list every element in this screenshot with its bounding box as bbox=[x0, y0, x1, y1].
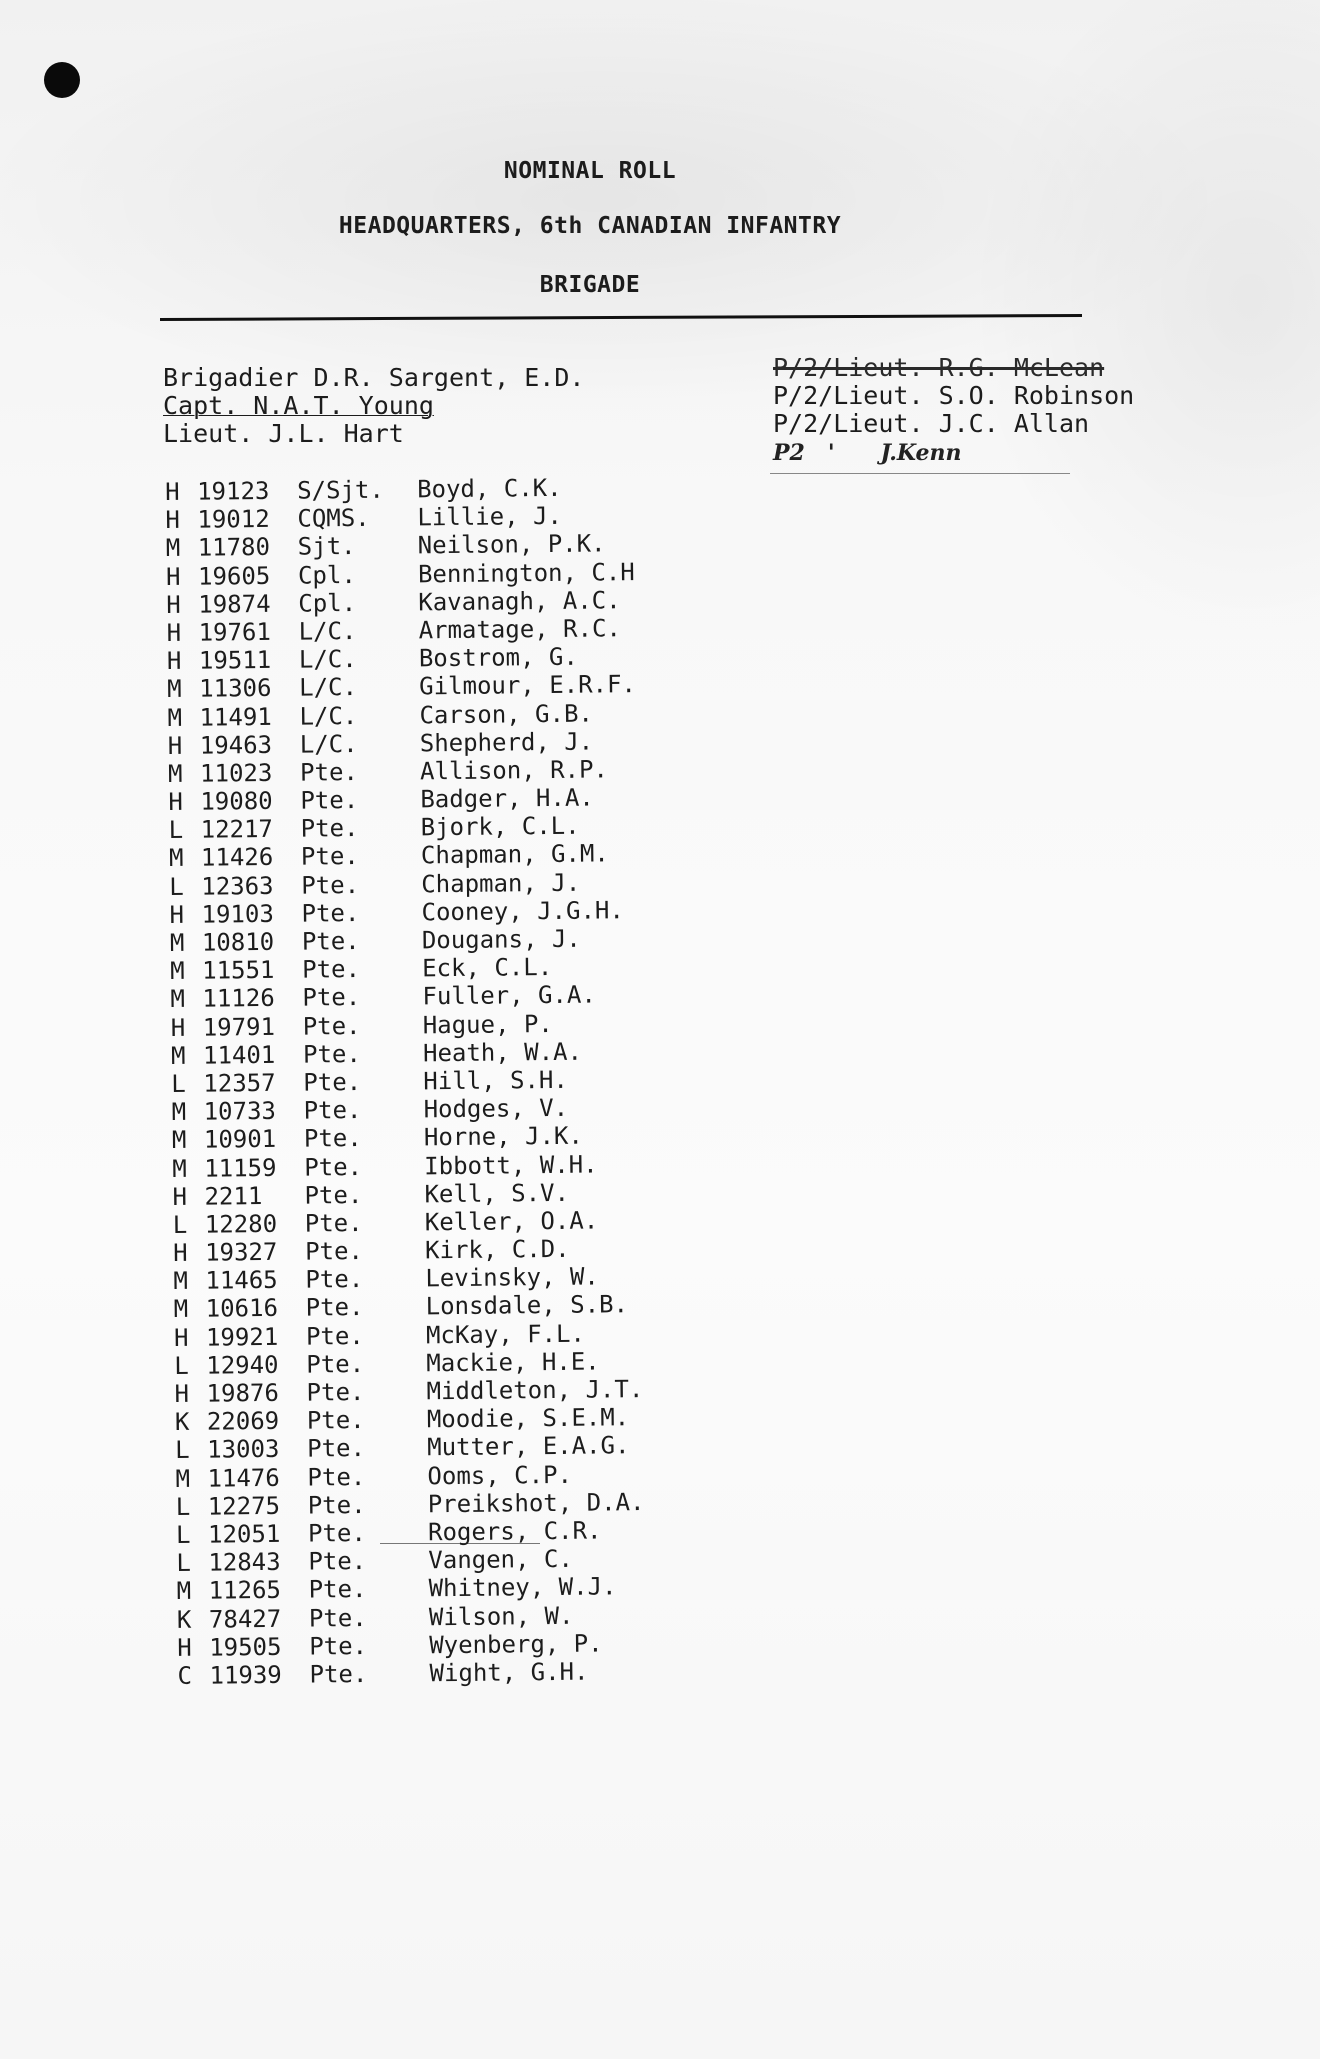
roll-name: Chapman, J. bbox=[421, 868, 581, 898]
roll-rank: Pte. bbox=[302, 955, 361, 984]
officer-entry-struck: P/2/Lieut. R.G. McLean bbox=[773, 353, 1105, 382]
roll-prefix: M bbox=[170, 957, 185, 986]
roll-name: Bostrom, G. bbox=[418, 642, 578, 673]
roll-rank: Pte. bbox=[299, 757, 359, 787]
roll-prefix: H bbox=[170, 1013, 186, 1042]
roll-name: Ibbott, W.H. bbox=[424, 1150, 598, 1180]
roll-prefix: H bbox=[166, 618, 182, 647]
roll-number: 19080 bbox=[200, 786, 273, 816]
roll-rank: Pte. bbox=[308, 1575, 367, 1604]
roll-number: 11126 bbox=[202, 984, 275, 1014]
roll-rank: Pte. bbox=[308, 1603, 367, 1633]
roll-name: Moodie, S.E.M. bbox=[426, 1403, 630, 1434]
roll-prefix: M bbox=[167, 675, 182, 704]
roll-prefix: M bbox=[165, 534, 181, 563]
roll-number: 11491 bbox=[199, 702, 272, 732]
roll-rank: Pte. bbox=[304, 1208, 363, 1238]
roll-prefix: L bbox=[174, 1351, 189, 1380]
roll-rank: Pte. bbox=[302, 1039, 361, 1069]
roll-prefix: L bbox=[168, 816, 184, 845]
roll-rank: Pte. bbox=[306, 1406, 365, 1435]
roll-name: Allison, R.P. bbox=[419, 755, 609, 786]
document-title-line-3: BRIGADE bbox=[539, 272, 641, 298]
roll-name: Heath, W.A. bbox=[422, 1037, 583, 1068]
roll-name: Chapman, G.M. bbox=[420, 839, 609, 870]
roll-prefix: H bbox=[177, 1633, 192, 1662]
roll-name: Kavanagh, A.C. bbox=[418, 585, 621, 617]
roll-prefix: M bbox=[167, 703, 183, 732]
roll-prefix: H bbox=[173, 1323, 189, 1352]
roll-name: Hague, P. bbox=[422, 1009, 553, 1039]
roll-name: Mackie, H.E. bbox=[426, 1347, 600, 1378]
roll-number: 12217 bbox=[200, 815, 274, 844]
roll-rank: Pte. bbox=[302, 983, 361, 1012]
roll-name: Preikshot, D.A. bbox=[427, 1487, 645, 1519]
roll-rank: Pte. bbox=[304, 1180, 363, 1210]
roll-rank: Pte. bbox=[307, 1518, 367, 1548]
roll-number: 11159 bbox=[204, 1153, 277, 1183]
roll-number: 22069 bbox=[206, 1407, 280, 1436]
roll-name: Wight, G.H. bbox=[429, 1657, 589, 1688]
roll-name: Badger, H.A. bbox=[420, 783, 594, 814]
handwritten-note: P2 ' J.Kenn bbox=[773, 440, 962, 466]
roll-rank: S/Sjt. bbox=[296, 475, 384, 505]
roll-name: Bjork, C.L. bbox=[420, 811, 580, 842]
header-rule bbox=[160, 314, 1082, 321]
roll-rank: Pte. bbox=[303, 1067, 362, 1097]
roll-number: 19123 bbox=[196, 476, 270, 506]
roll-name: Lonsdale, S.B. bbox=[425, 1290, 629, 1321]
officer-entry: Brigadier D.R. Sargent, E.D. bbox=[163, 363, 585, 392]
roll-rank: Pte. bbox=[305, 1293, 364, 1323]
roll-name: Bennington, C.H bbox=[417, 557, 635, 588]
roll-name: Horne, J.K. bbox=[423, 1121, 584, 1152]
roll-name: Whitney, W.J. bbox=[428, 1572, 617, 1603]
roll-rank: L/C. bbox=[299, 701, 358, 731]
roll-rank: Pte. bbox=[303, 1096, 362, 1125]
roll-prefix: M bbox=[168, 844, 184, 873]
roll-row bbox=[177, 1656, 777, 1690]
roll-rank: Pte. bbox=[309, 1631, 368, 1661]
roll-number: 19761 bbox=[198, 617, 272, 647]
roll-prefix: H bbox=[165, 477, 180, 506]
roll-prefix: H bbox=[172, 1238, 188, 1268]
roll-prefix: C bbox=[177, 1661, 193, 1690]
roll-name: Boyd, C.K. bbox=[416, 473, 562, 504]
roll-rank: Pte. bbox=[305, 1265, 364, 1294]
roll-name: Levinsky, W. bbox=[425, 1262, 599, 1293]
roll-name: Middleton, J.T. bbox=[426, 1375, 644, 1406]
officer-entry: Lieut. J.L. Hart bbox=[163, 419, 404, 448]
officers-left-list bbox=[163, 364, 584, 448]
roll-number: 12357 bbox=[203, 1068, 276, 1098]
roll-rank: Pte. bbox=[306, 1349, 365, 1379]
roll-number: 10810 bbox=[201, 927, 275, 957]
document-title-line-2: HEADQUARTERS, 6th CANADIAN INFANTRY bbox=[338, 213, 842, 239]
roll-prefix: K bbox=[174, 1407, 190, 1437]
roll-number: 11476 bbox=[207, 1463, 280, 1493]
roll-name: Gilmour, E.R.F. bbox=[419, 670, 637, 701]
roll-prefix: L bbox=[175, 1436, 190, 1465]
roll-number: 11551 bbox=[202, 956, 275, 985]
roll-prefix: H bbox=[166, 646, 182, 676]
roll-number: 19874 bbox=[198, 589, 271, 619]
roll-name: Mutter, E.A.G. bbox=[427, 1431, 630, 1462]
roll-rank: Pte. bbox=[302, 1011, 361, 1041]
roll-rank: Pte. bbox=[308, 1547, 367, 1576]
officers-right-list bbox=[773, 354, 1134, 468]
roll-number: 12275 bbox=[207, 1491, 281, 1521]
roll-name: Rogers, C.R. bbox=[427, 1516, 602, 1547]
roll-number: 19463 bbox=[199, 730, 273, 760]
roll-name: Eck, C.L. bbox=[422, 953, 553, 983]
roll-number: 19012 bbox=[197, 505, 270, 534]
roll-prefix: H bbox=[165, 506, 181, 535]
roll-prefix: M bbox=[169, 928, 185, 957]
roll-rank: Cpl. bbox=[298, 588, 357, 618]
roll-prefix: M bbox=[176, 1577, 192, 1606]
roll-number: 12940 bbox=[206, 1350, 279, 1380]
nominal-roll-list bbox=[165, 472, 778, 1690]
roll-rank: Pte. bbox=[307, 1490, 366, 1520]
roll-name: Keller, O.A. bbox=[424, 1206, 599, 1237]
roll-rank: L/C. bbox=[298, 645, 357, 674]
roll-number: 12051 bbox=[207, 1519, 281, 1549]
roll-rank: L/C. bbox=[298, 616, 357, 646]
roll-number: 12363 bbox=[201, 871, 274, 901]
roll-number: 78427 bbox=[208, 1604, 282, 1634]
roll-rank: Pte. bbox=[300, 786, 359, 815]
roll-rank: L/C. bbox=[299, 729, 358, 759]
roll-prefix: M bbox=[167, 759, 183, 788]
roll-prefix: H bbox=[169, 900, 185, 929]
roll-number: 10733 bbox=[203, 1096, 277, 1126]
roll-number: 13003 bbox=[207, 1435, 280, 1464]
roll-rank: Sjt. bbox=[297, 532, 356, 561]
roll-name: Hodges, V. bbox=[423, 1093, 569, 1124]
roll-prefix: H bbox=[165, 562, 181, 591]
roll-number: 19791 bbox=[202, 1012, 276, 1042]
roll-name: McKay, F.L. bbox=[425, 1319, 586, 1349]
roll-number: 11426 bbox=[200, 843, 274, 873]
roll-number: 11401 bbox=[202, 1040, 276, 1070]
roll-name: Hill, S.H. bbox=[423, 1065, 568, 1096]
roll-prefix: M bbox=[172, 1154, 187, 1183]
roll-rank: L/C. bbox=[299, 673, 358, 702]
roll-number: 19327 bbox=[204, 1237, 278, 1267]
roll-prefix: M bbox=[173, 1295, 189, 1324]
stray-pencil-line bbox=[770, 473, 1070, 474]
roll-number: 11465 bbox=[205, 1266, 278, 1295]
roll-name: Armatage, R.C. bbox=[418, 614, 622, 645]
roll-number: 19103 bbox=[201, 899, 274, 929]
roll-name: Lillie, J. bbox=[417, 502, 563, 532]
roll-name: Wilson, W. bbox=[428, 1601, 574, 1631]
roll-rank: Pte. bbox=[306, 1377, 365, 1407]
roll-number: 11023 bbox=[199, 758, 273, 788]
roll-prefix: M bbox=[173, 1267, 189, 1296]
roll-prefix: M bbox=[175, 1464, 191, 1493]
roll-rank: Pte. bbox=[307, 1434, 366, 1463]
roll-number: 12280 bbox=[204, 1209, 278, 1239]
roll-rank: Pte. bbox=[304, 1152, 363, 1182]
roll-number: 11780 bbox=[197, 533, 271, 563]
roll-rank: Pte. bbox=[307, 1462, 366, 1492]
roll-number: 19605 bbox=[197, 561, 271, 591]
roll-number: 11306 bbox=[199, 674, 272, 703]
roll-number: 19921 bbox=[205, 1322, 279, 1352]
roll-rank: Pte. bbox=[300, 842, 359, 872]
roll-name: Vangen, C. bbox=[428, 1544, 573, 1575]
roll-rank: Pte. bbox=[301, 898, 360, 928]
roll-name: Kirk, C.D. bbox=[424, 1234, 570, 1265]
document-title-line-1: NOMINAL ROLL bbox=[503, 158, 677, 184]
roll-prefix: M bbox=[170, 985, 186, 1014]
roll-rank: Pte. bbox=[303, 1124, 362, 1153]
roll-rank: Cpl. bbox=[297, 560, 356, 590]
roll-prefix: M bbox=[170, 1041, 186, 1070]
roll-name: Ooms, C.P. bbox=[427, 1460, 573, 1490]
roll-rank: Pte. bbox=[301, 926, 360, 956]
roll-prefix: M bbox=[171, 1097, 187, 1127]
roll-number: 11939 bbox=[209, 1660, 282, 1690]
roll-name: Shepherd, J. bbox=[419, 727, 594, 758]
roll-rank: Pte. bbox=[304, 1237, 364, 1266]
roll-prefix: K bbox=[176, 1605, 192, 1634]
roll-name: Cooney, J.G.H. bbox=[421, 896, 624, 927]
roll-name: Wyenberg, P. bbox=[429, 1629, 603, 1659]
roll-prefix: L bbox=[175, 1492, 191, 1521]
roll-prefix: L bbox=[172, 1210, 188, 1239]
roll-name: Kell, S.V. bbox=[424, 1178, 570, 1209]
roll-name: Neilson, P.K. bbox=[417, 529, 606, 560]
roll-prefix: L bbox=[175, 1520, 191, 1549]
officer-entry: P/2/Lieut. J.C. Allan bbox=[773, 409, 1090, 438]
roll-rank: Pte. bbox=[305, 1321, 364, 1351]
roll-rank: Pte. bbox=[301, 870, 360, 900]
roll-prefix: L bbox=[176, 1548, 191, 1578]
roll-number: 12843 bbox=[208, 1547, 281, 1577]
roll-number: 19876 bbox=[206, 1378, 279, 1408]
roll-number: 11265 bbox=[208, 1576, 282, 1605]
roll-number: 2211 bbox=[204, 1181, 263, 1211]
roll-name: Dougans, J. bbox=[421, 924, 581, 955]
roll-prefix: L bbox=[171, 1069, 186, 1098]
roll-prefix: M bbox=[171, 1126, 187, 1155]
officer-entry: P/2/Lieut. S.O. Robinson bbox=[773, 381, 1135, 410]
officer-entry: Capt. N.A.T. Young bbox=[163, 391, 434, 420]
roll-rank: Pte. bbox=[300, 814, 359, 843]
roll-prefix: H bbox=[167, 731, 183, 760]
roll-rank: CQMS. bbox=[297, 504, 370, 533]
roll-rank: Pte. bbox=[309, 1659, 368, 1689]
roll-number: 19511 bbox=[198, 646, 272, 675]
roll-prefix: H bbox=[174, 1379, 190, 1408]
roll-name: Fuller, G.A. bbox=[422, 980, 596, 1011]
roll-number: 19505 bbox=[209, 1632, 282, 1662]
roll-prefix: L bbox=[169, 872, 184, 901]
roll-prefix: H bbox=[168, 787, 183, 817]
roll-number: 10901 bbox=[203, 1125, 277, 1154]
roll-prefix: H bbox=[166, 590, 181, 619]
punch-hole bbox=[44, 62, 80, 98]
roll-name: Carson, G.B. bbox=[419, 699, 594, 729]
roll-prefix: H bbox=[172, 1182, 188, 1211]
roll-number: 10616 bbox=[205, 1294, 279, 1324]
